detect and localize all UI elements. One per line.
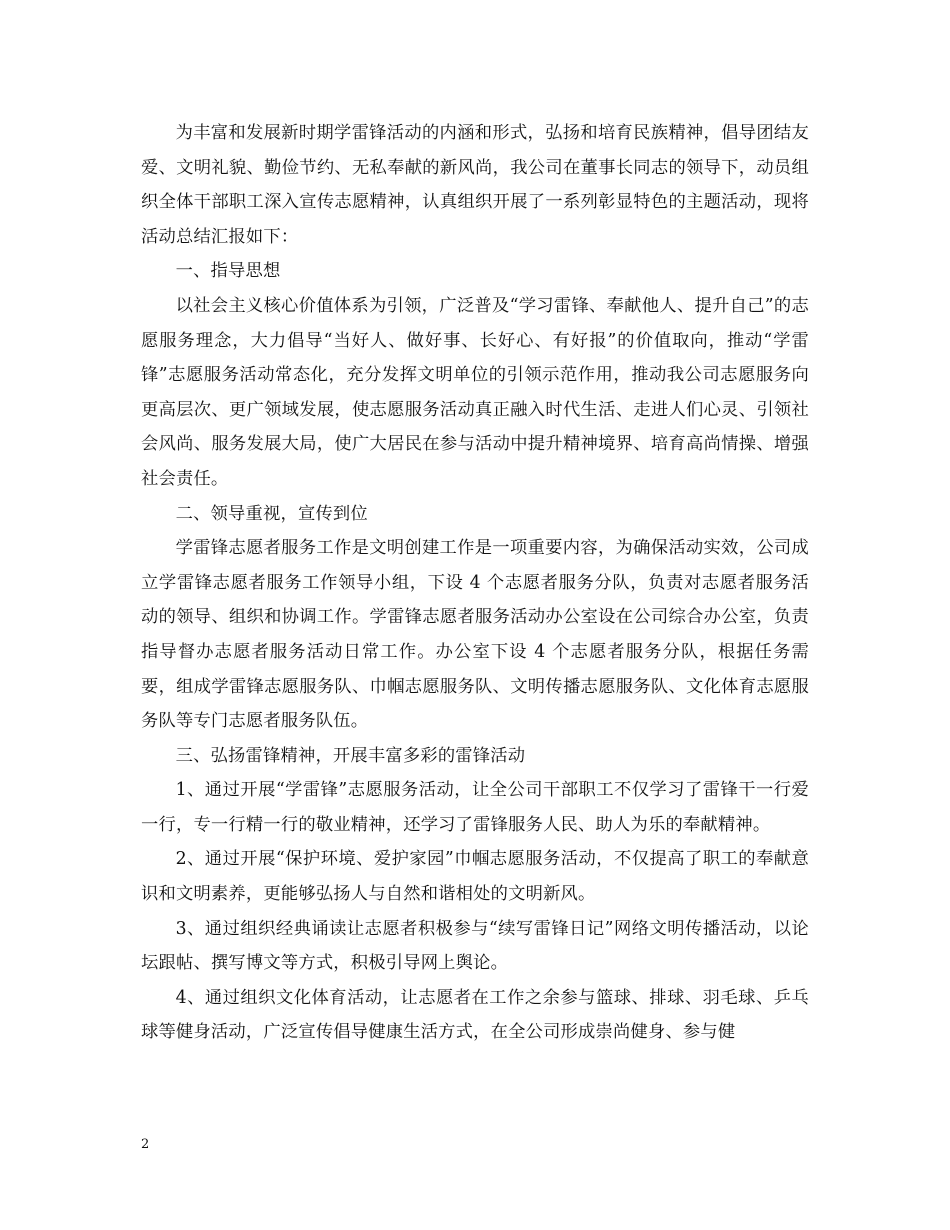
page-number: 2: [141, 1137, 150, 1152]
activity-item-4: 4、通过组织文化体育活动，让志愿者在工作之余参与篮球、排球、羽毛球、乒乓球等健身活动，广泛宣传倡导健康生活方式，在全公司形成崇尚健身、参与健: [141, 987, 809, 1043]
activity-item-2: 2、通过开展“保护环境、爱护家园”巾帼志愿服务活动，不仅提高了职工的奉献意识和文明素养，更能够弘扬人与自然和谐相处的文明新风。: [141, 849, 809, 905]
activity-item-1: 1、通过开展“学雷锋”志愿服务活动，让全公司干部职工不仅学习了雷锋干一行爱一行，专一行精一行的敬业精神，还学习了雷锋服务人民、助人为乐的奉献精神。: [141, 780, 809, 835]
activity-item-3: 3、通过组织经典诵读让志愿者积极参与“续写雷锋日记”网络文明传播活动，以论坛跟帖、撰写博文等方式，积极引导网上舆论。: [141, 918, 809, 974]
guiding-ideology-paragraph: 以社会主义核心价值体系为引领，广泛普及“学习雷锋、奉献他人、提升自己”的志愿服务理念，大力倡导“当好人、做好事、长好心、有好报”的价值取向，推动“学雷锋”志愿服务活动常态化，充分发挥文明单位的引领示范作用，推动我公司志愿服务向更高层次、更广领域发展，使志愿服务活动真正融入时代生活、走进人们心灵、引领社会风尚、服务发展大局，使广大居民在参与活动中提升精神境界、培育高尚情操、增强社会责任。: [141, 295, 809, 489]
section-heading-leadership: 二、领导重视，宣传到位: [175, 503, 368, 524]
document-body: [141, 116, 809, 1050]
section-heading-guiding-ideology: 一、指导思想: [175, 261, 281, 282]
section-heading-activities: 三、弘扬雷锋精神，开展丰富多彩的雷锋活动: [175, 745, 526, 766]
intro-paragraph: 为丰富和发展新时期学雷锋活动的内涵和形式，弘扬和培育民族精神，倡导团结友爱、文明礼貌、勤俭节约、无私奉献的新风尚，我公司在董事长同志的领导下，动员组织全体干部职工深入宣传志愿精神，认真组织开展了一系列彰显特色的主题活动，现将活动总结汇报如下：: [141, 123, 809, 247]
leadership-paragraph: 学雷锋志愿者服务工作是文明创建工作是一项重要内容，为确保活动实效，公司成立学雷锋志愿者服务工作领导小组，下设 4 个志愿者服务分队，负责对志愿者服务活动的领导、组织和协调工作。学雷锋志愿者服务活动办公室设在公司综合办公室，负责指导督办志愿者服务活动日常工作。办公室下设 4 个志愿者服务分队，根据任务需要，组成学雷锋志愿服务队、巾帼志愿服务队、文明传播志愿服务队、文化体育志愿服务队等专门志愿者服务队伍。: [141, 538, 809, 732]
